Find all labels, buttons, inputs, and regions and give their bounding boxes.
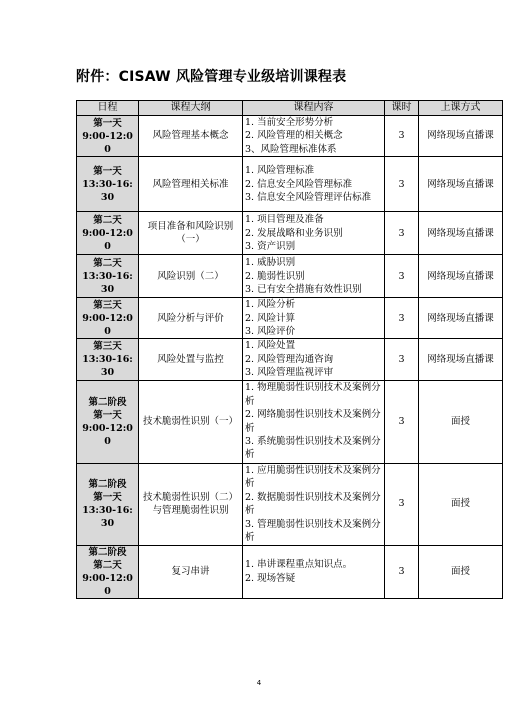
day-cell <box>77 212 139 255</box>
content-cell <box>243 212 385 255</box>
content-line: 1. 风险分析 <box>245 299 296 311</box>
time-label: 13:30-16:30 <box>82 505 133 530</box>
day-cell <box>77 339 139 380</box>
hours-cell: 3 <box>385 298 419 339</box>
content-cell <box>243 116 385 157</box>
day-label: 第二天 <box>93 257 122 269</box>
content-cell <box>243 463 385 545</box>
header-hours: 课时 <box>385 101 419 116</box>
hours-cell: 3 <box>385 339 419 380</box>
outline-cell: 复习串讲 <box>139 545 243 598</box>
outline-cell: 风险处置与监控 <box>139 339 243 380</box>
mode-cell: 网络现场直播课 <box>419 255 503 298</box>
content-line: 2. 信息安全风险管理标准 <box>245 178 353 190</box>
content-line: 1. 风险处置 <box>245 340 296 352</box>
page-title: 附件：CISAW 风险管理专业级培训课程表 <box>76 69 347 85</box>
content-line: 1. 风险管理标准 <box>245 165 315 177</box>
content-line: 3. 管理脆弱性识别技术及案例分析 <box>245 518 381 543</box>
outline-cell: 风险管理相关标准 <box>139 157 243 212</box>
content-line: 2. 发展战略和业务识别 <box>245 227 343 239</box>
stage-label: 第二阶段 <box>88 396 127 408</box>
time-label: 9:00-12:00 <box>82 130 133 155</box>
time-label: 13:30-16:30 <box>82 270 133 295</box>
outline-cell: 技术脆弱性识别（二）与管理脆弱性识别 <box>139 463 243 545</box>
content-line: 2. 现场答疑 <box>245 572 296 584</box>
outline-cell: 风险管理基本概念 <box>139 116 243 157</box>
header-outline: 课程大纲 <box>139 101 243 116</box>
day-label: 第二天 <box>93 559 122 571</box>
content-cell <box>243 380 385 463</box>
mode-cell: 网络现场直播课 <box>419 212 503 255</box>
time-label: 9:00-12:00 <box>82 422 133 447</box>
mode-cell: 网络现场直播课 <box>419 157 503 212</box>
hours-cell: 3 <box>385 157 419 212</box>
content-line: 3、风险管理标准体系 <box>245 143 337 155</box>
content-line: 3. 资产识别 <box>245 240 296 252</box>
content-line: 1. 项目管理及准备 <box>245 214 324 226</box>
hours-cell: 3 <box>385 545 419 598</box>
mode-cell: 网络现场直播课 <box>419 339 503 380</box>
time-label: 9:00-12:00 <box>82 572 133 597</box>
table-row <box>77 380 503 463</box>
day-label: 第一天 <box>93 409 122 421</box>
time-label: 9:00-12:00 <box>82 227 133 252</box>
content-line: 1. 威胁识别 <box>245 257 296 269</box>
table-row <box>77 339 503 380</box>
content-cell <box>243 298 385 339</box>
mode-cell: 网络现场直播课 <box>419 116 503 157</box>
day-label: 第一天 <box>93 165 122 177</box>
table-row <box>77 298 503 339</box>
day-cell <box>77 380 139 463</box>
day-label: 第二天 <box>93 214 122 226</box>
mode-cell: 面授 <box>419 463 503 545</box>
day-cell <box>77 255 139 298</box>
content-line: 1. 当前安全形势分析 <box>245 117 334 128</box>
time-label: 9:00-12:00 <box>82 312 133 337</box>
day-cell <box>77 116 139 157</box>
content-line: 2. 网络脆弱性识别技术及案例分析 <box>245 409 381 434</box>
header-mode: 上课方式 <box>419 101 503 116</box>
day-label: 第一天 <box>93 492 122 504</box>
stage-label: 第二阶段 <box>88 479 127 491</box>
page-number: 4 <box>256 679 262 687</box>
content-line: 2. 风险管理沟通咨询 <box>245 353 334 365</box>
content-line: 3. 风险管理监视评审 <box>245 367 334 379</box>
outline-cell: 风险分析与评价 <box>139 298 243 339</box>
mode-cell: 网络现场直播课 <box>419 298 503 339</box>
content-cell <box>243 157 385 212</box>
hours-cell: 3 <box>385 116 419 157</box>
content-line: 3. 已有安全措施有效性识别 <box>245 283 362 295</box>
time-label: 13:30-16:30 <box>82 354 133 379</box>
table-row <box>77 116 503 157</box>
table-row <box>77 255 503 298</box>
mode-cell: 面授 <box>419 545 503 598</box>
content-line: 3. 信息安全风险管理评估标准 <box>245 191 372 203</box>
outline-cell: 风险识别（二） <box>139 255 243 298</box>
outline-cell: 技术脆弱性识别（一） <box>139 380 243 463</box>
stage-label: 第二阶段 <box>88 546 127 558</box>
content-line: 1. 物理脆弱性识别技术及案例分析 <box>245 382 381 407</box>
table-row <box>77 463 503 545</box>
table-header-row <box>77 101 503 116</box>
content-cell <box>243 339 385 380</box>
course-schedule-table <box>76 100 503 599</box>
header-content: 课程内容 <box>243 101 385 116</box>
content-cell <box>243 255 385 298</box>
content-cell <box>243 545 385 598</box>
day-label: 第三天 <box>93 299 122 311</box>
content-line: 3. 风险评价 <box>245 326 296 338</box>
day-cell <box>77 463 139 545</box>
hours-cell: 3 <box>385 463 419 545</box>
content-line: 2. 数据脆弱性识别技术及案例分析 <box>245 491 381 517</box>
time-label: 13:30-16:30 <box>82 178 133 203</box>
hours-cell: 3 <box>385 380 419 463</box>
day-label: 第三天 <box>93 341 122 353</box>
content-line: 1. 串讲课程重点知识点。 <box>245 559 353 571</box>
content-line: 2. 风险计算 <box>245 312 296 324</box>
table-row <box>77 545 503 598</box>
content-line: 1. 应用脆弱性识别技术及案例分析 <box>245 464 381 490</box>
mode-cell: 面授 <box>419 380 503 463</box>
table-row <box>77 157 503 212</box>
day-label: 第一天 <box>93 117 122 129</box>
content-line: 2. 风险管理的相关概念 <box>245 130 343 142</box>
day-cell <box>77 157 139 212</box>
content-line: 2. 脆弱性识别 <box>245 270 305 282</box>
outline-cell: 项目准备和风险识别（一） <box>139 212 243 255</box>
hours-cell: 3 <box>385 212 419 255</box>
day-cell <box>77 545 139 598</box>
day-cell <box>77 298 139 339</box>
table-row <box>77 212 503 255</box>
header-schedule: 日程 <box>77 101 139 116</box>
content-line: 3. 系统脆弱性识别技术及案例分析 <box>245 436 381 461</box>
hours-cell: 3 <box>385 255 419 298</box>
